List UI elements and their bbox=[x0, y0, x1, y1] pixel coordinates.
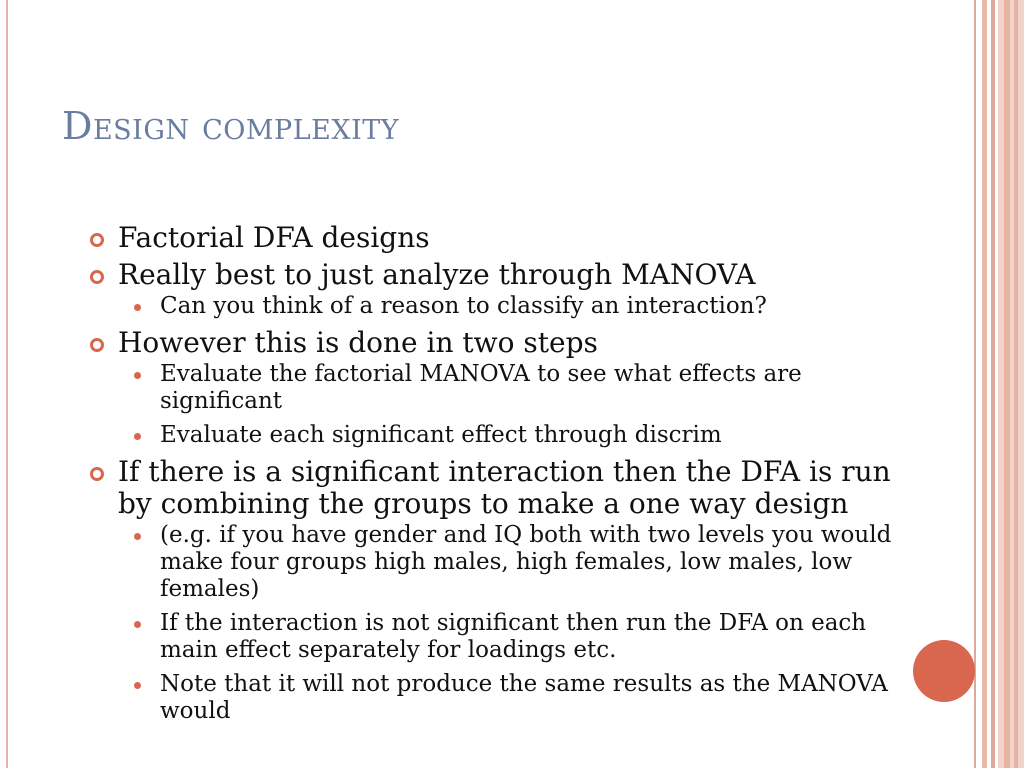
bullet-item bbox=[88, 327, 928, 449]
stripe bbox=[1004, 0, 1010, 768]
ring-bullet-icon bbox=[90, 338, 104, 352]
bullet-text: If there is a significant interaction then the DFA is run by combining the groups to make a one way design bbox=[118, 455, 891, 520]
right-decorative-stripes bbox=[974, 0, 1024, 768]
bullet-text: However this is done in two steps bbox=[118, 326, 598, 359]
sub-bullet-item bbox=[118, 522, 928, 603]
left-border-line bbox=[6, 0, 8, 768]
dot-bullet-icon bbox=[134, 433, 141, 440]
dot-bullet-icon bbox=[134, 372, 141, 379]
sub-bullet-text: Evaluate the factorial MANOVA to see what effects are significant bbox=[160, 361, 802, 414]
bullet-item bbox=[88, 259, 928, 320]
sub-bullet-text: (e.g. if you have gender and IQ both with two levels you would make four groups high males, high females, low males, low females) bbox=[160, 522, 892, 602]
sub-bullet-item bbox=[118, 422, 928, 449]
ring-bullet-icon bbox=[90, 467, 104, 481]
dot-bullet-icon bbox=[134, 304, 141, 311]
slide-content bbox=[88, 222, 928, 732]
dot-bullet-icon bbox=[134, 621, 141, 628]
sub-bullet-text: Evaluate each significant effect through discrim bbox=[160, 422, 722, 448]
slide-title: Design complexity bbox=[62, 104, 400, 148]
bullet-item bbox=[88, 456, 928, 725]
sub-bullet-item bbox=[118, 293, 928, 320]
sub-bullet-list bbox=[118, 293, 928, 320]
ring-bullet-icon bbox=[90, 233, 104, 247]
bullet-text: Really best to just analyze through MANOVA bbox=[118, 258, 756, 291]
stripe bbox=[982, 0, 987, 768]
sub-bullet-item bbox=[118, 610, 928, 664]
bullet-list bbox=[88, 222, 928, 725]
sub-bullet-text: Note that it will not produce the same results as the MANOVA would bbox=[160, 671, 888, 724]
stripe bbox=[1014, 0, 1018, 768]
sub-bullet-item bbox=[118, 671, 928, 725]
stripe bbox=[974, 0, 976, 768]
dot-bullet-icon bbox=[134, 533, 141, 540]
sub-bullet-list bbox=[118, 361, 928, 449]
sub-bullet-text: Can you think of a reason to classify an interaction? bbox=[160, 293, 767, 319]
dot-bullet-icon bbox=[134, 682, 141, 689]
stripe bbox=[991, 0, 995, 768]
decorative-circle bbox=[913, 640, 975, 702]
stripe bbox=[998, 0, 1024, 768]
sub-bullet-item bbox=[118, 361, 928, 415]
sub-bullet-list bbox=[118, 522, 928, 725]
ring-bullet-icon bbox=[90, 270, 104, 284]
sub-bullet-text: If the interaction is not significant then run the DFA on each main effect separately for loadings etc. bbox=[160, 610, 867, 663]
bullet-text: Factorial DFA designs bbox=[118, 221, 430, 254]
bullet-item bbox=[88, 222, 928, 254]
